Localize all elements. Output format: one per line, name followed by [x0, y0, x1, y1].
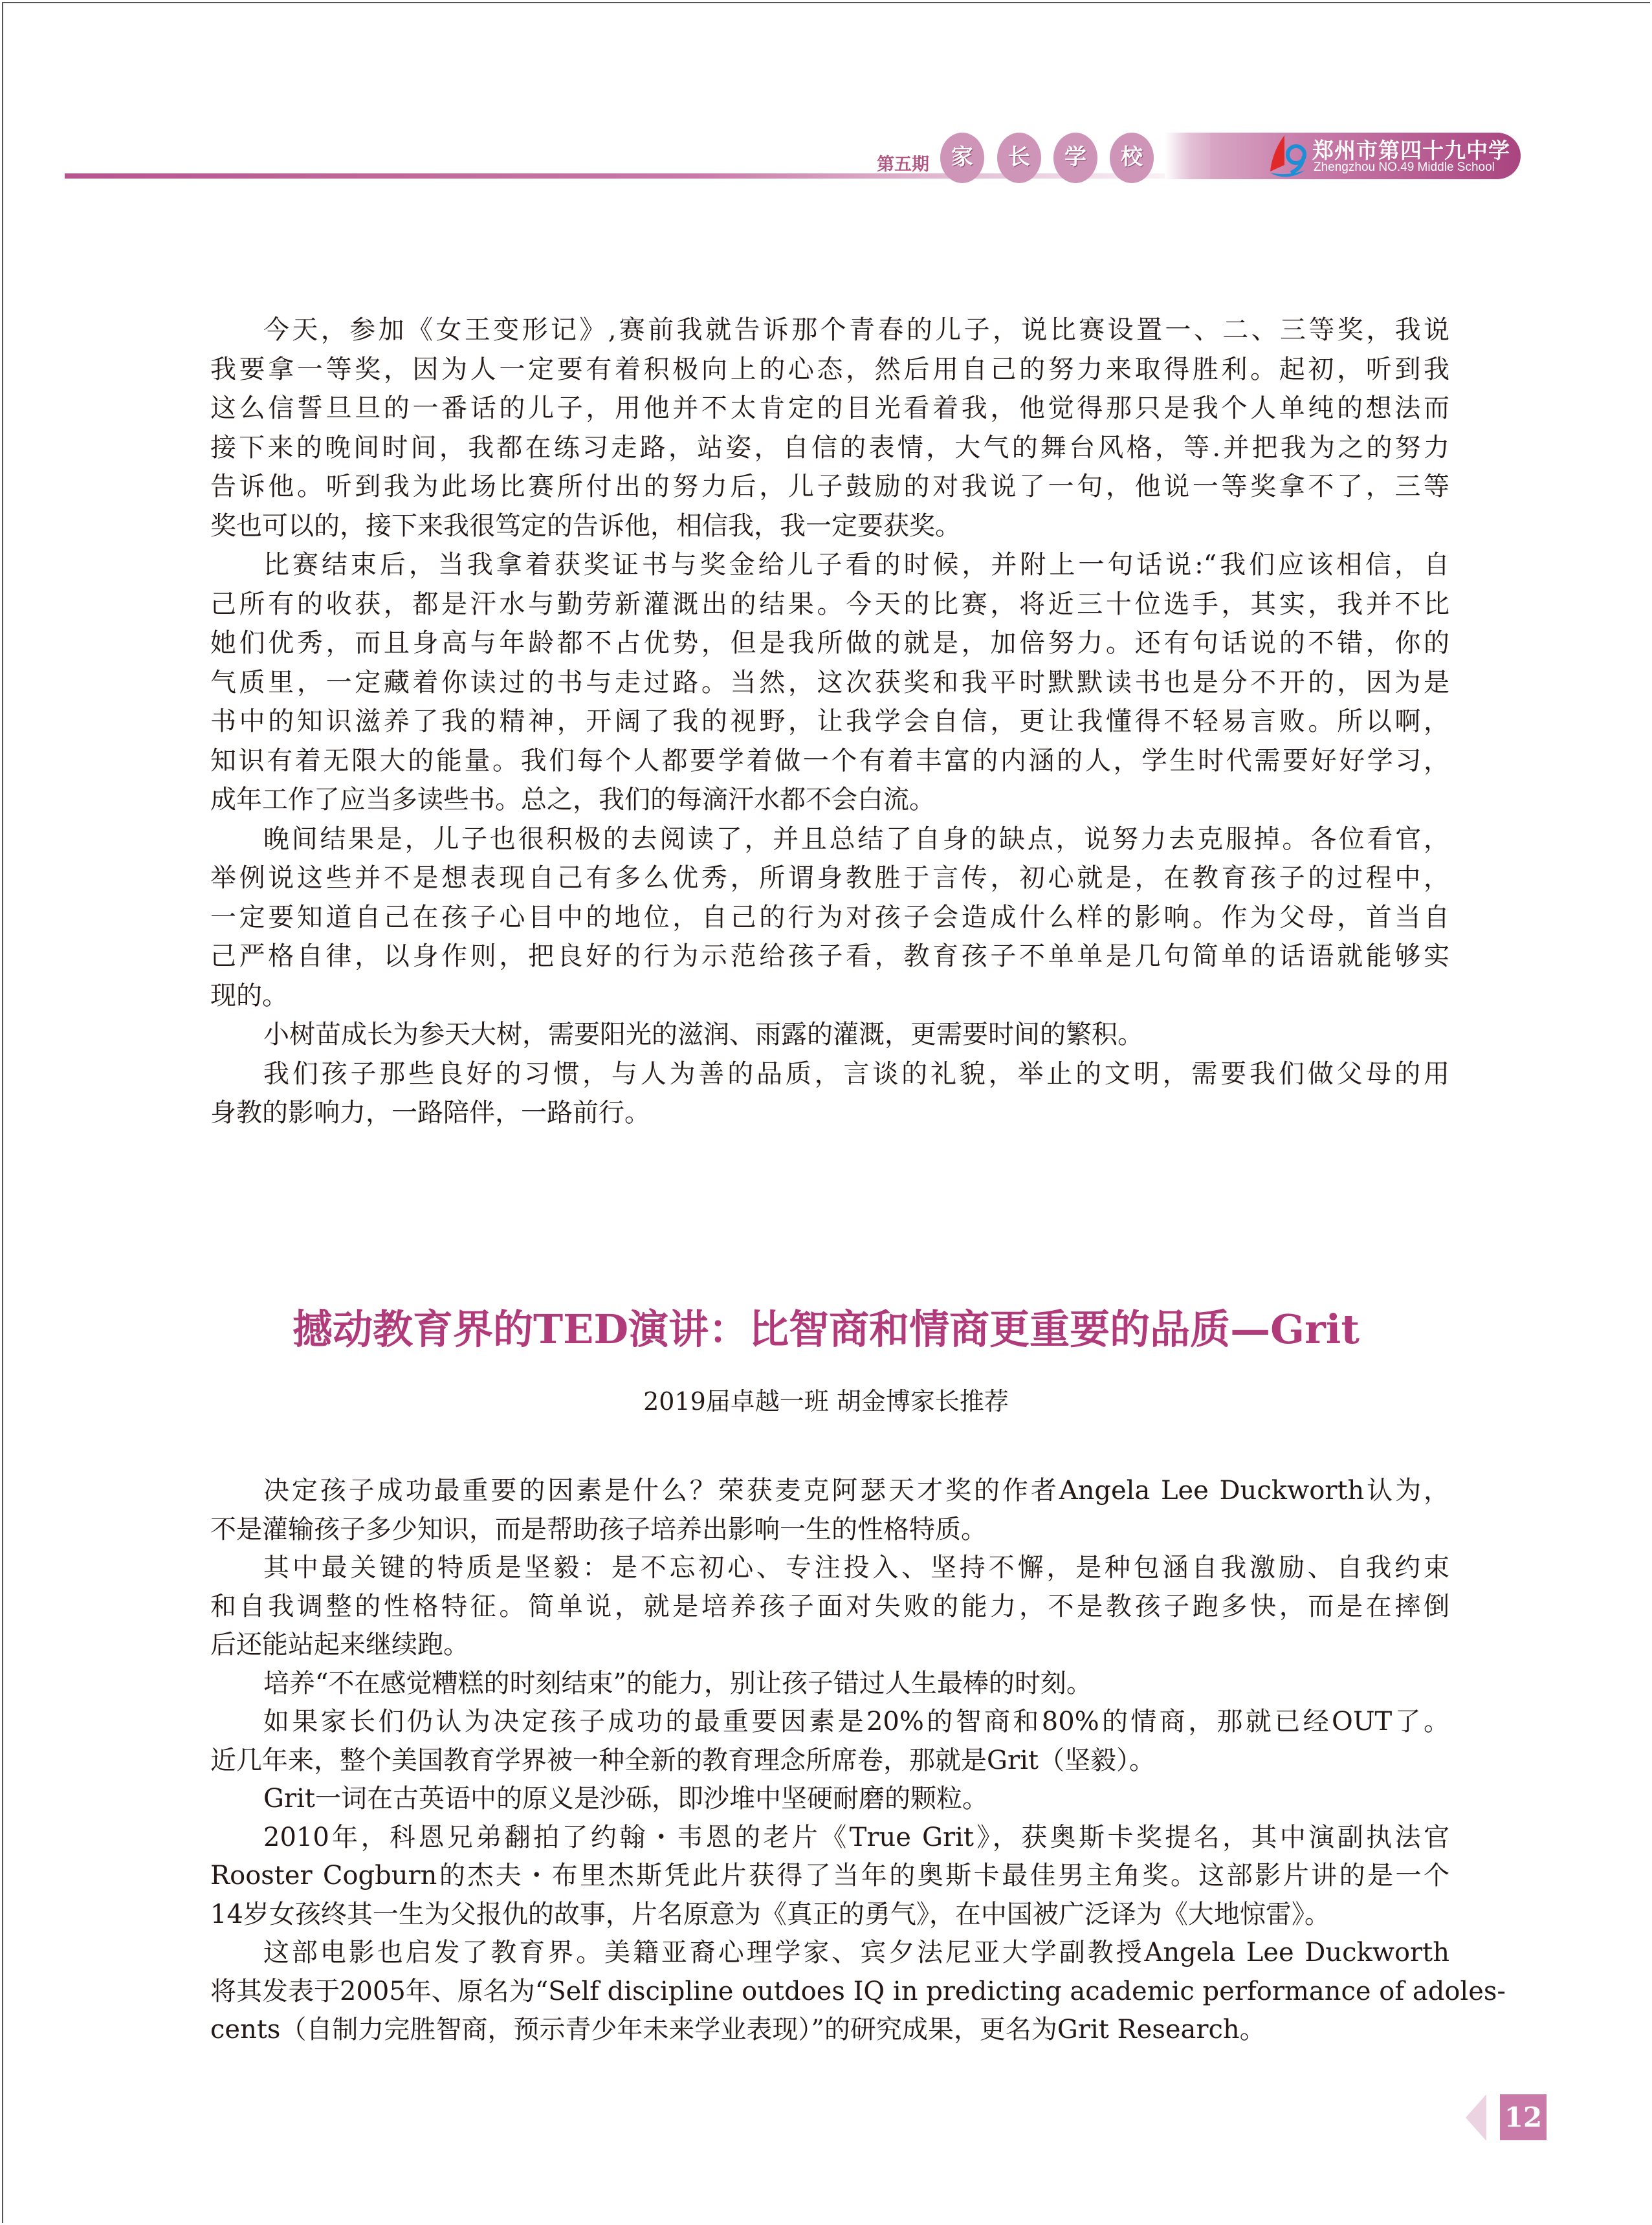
paragraph: [210, 1015, 1449, 1055]
paragraph: [210, 1780, 1449, 1819]
text-line: 其中最关键的特质是坚毅：是不忘初心、专注投入、坚持不懈，是种包涵自我激励、自我约束: [263, 1553, 1449, 1583]
paragraph: [210, 1055, 1449, 1133]
article-body: [210, 1472, 1506, 2050]
text-line: 身教的影响力，一路陪伴，一路前行。: [210, 1098, 650, 1128]
text-line: 如果家长们仍认为决定孩子成功的最重要因素是20%的智商和80%的情商，那就已经OUT了。: [263, 1707, 1449, 1737]
text-line: 决定孩子成功最重要的因素是什么？荣获麦克阿瑟天才奖的作者Angela Lee Duckworth认为，: [263, 1476, 1449, 1506]
text-line: 己严格自律，以身作则，把良好的行为示范给孩子看，教育孩子不单单是几句简单的话语就能够实: [210, 941, 1449, 971]
text-line: 晚间结果是，儿子也很积极的去阅读了，并且总结了自身的缺点，说努力去克服掉。各位看官，: [263, 824, 1449, 854]
issue-label: 第五期: [877, 155, 929, 175]
text-line: 2010年，科恩兄弟翻拍了约翰・韦恩的老片《True Grit》，获奥斯卡奖提名，其中演副执法官: [263, 1822, 1449, 1852]
text-line: 今天，参加《女王变形记》,赛前我就告诉那个青春的儿子，说比赛设置一、二、三等奖，我说: [263, 315, 1449, 345]
text-line: 她们优秀，而且身高与年龄都不占优势，但是我所做的就是，加倍努力。还有句话说的不错，你的: [210, 628, 1449, 658]
paragraph: [210, 1934, 1506, 2050]
text-line: 告诉他。听到我为此场比赛所付出的努力后，儿子鼓励的对我说了一句，他说一等奖拿不了，三等: [210, 472, 1449, 501]
text-line: 我要拿一等奖，因为人一定要有着积极向上的心态，然后用自己的努力来取得胜利。起初，听到我: [210, 354, 1449, 384]
text-line: 培养“不在感觉糟糕的时刻结束”的能力，别让孩子错过人生最棒的时刻。: [263, 1668, 1092, 1698]
text-line: 气质里，一定藏着你读过的书与走过路。当然，这次获奖和我平时默默读书也是分不开的，因为是: [210, 667, 1449, 697]
text-line: 小树苗成长为参天大树，需要阳光的滋润、雨露的灌溉，更需要时间的繁积。: [263, 1020, 1143, 1049]
paragraph: [210, 311, 1449, 545]
text-line: 奖也可以的，接下来我很笃定的告诉他，相信我，我一定要获奖。: [210, 510, 961, 541]
text-line: 成年工作了应当多读些书。总之，我们的每滴汗水都不会白流。: [210, 785, 935, 815]
text-line: 和自我调整的性格特征。简单说，就是培养孩子面对失败的能力，不是教孩子跑多快，而是在摔倒: [210, 1591, 1449, 1621]
text-line: Grit一词在古英语中的原义是沙砾，即沙堆中坚硬耐磨的颗粒。: [263, 1784, 988, 1814]
school-name-en: Zhengzhou NO.49 Middle School: [1314, 160, 1495, 174]
header-rule: [65, 173, 1217, 179]
article-byline: 2019届卓越一班 胡金博家长推荐: [643, 1387, 1009, 1416]
column-char: 家: [940, 133, 984, 183]
text-line: 不是灌输孩子多少知识，而是帮助孩子培养出影响一生的性格特质。: [210, 1514, 987, 1544]
paragraph: [210, 545, 1449, 820]
text-line: Rooster Cogburn的杰夫・布里杰斯凭此片获得了当年的奥斯卡最佳男主角奖。这部影片讲的是一个: [210, 1861, 1449, 1891]
paragraph: [210, 1819, 1449, 1935]
text-line: 近几年来，整个美国教育学界被一种全新的教育理念所席卷，那就是Grit（坚毅）。: [210, 1745, 1155, 1775]
text-line: 我们孩子那些良好的习惯，与人为善的品质，言谈的礼貌，举止的文明，需要我们做父母的用: [263, 1058, 1449, 1089]
text-line: 这部电影也启发了教育界。美籍亚裔心理学家、宾夕法尼亚大学副教授Angela Lee Duckworth: [263, 1938, 1449, 1967]
text-line: 后还能站起来继续跑。: [210, 1630, 469, 1660]
column-char: 学: [1053, 133, 1097, 183]
article-title: 撼动教育界的TED演讲：比智商和情商更重要的品质—Grit: [292, 1306, 1360, 1353]
text-line: 知识有着无限大的能量。我们每个人都要学着做一个有着丰富的内涵的人，学生时代需要好好学习，: [210, 745, 1449, 776]
paragraph: [210, 1665, 1449, 1704]
text-line: 这么信誓旦旦的一番话的儿子，用他并不太肯定的目光看着我，他觉得那只是我个人单纯的想法而: [210, 393, 1449, 423]
column-char: 校: [1110, 133, 1154, 183]
text-line: 将其发表于2005年、原名为“Self discipline outdoes IQ in predicting academic performance of adoles-: [210, 1976, 1506, 2006]
header-band: [1165, 133, 1217, 179]
text-line: 书中的知识滋养了我的精神，开阔了我的视野，让我学会自信，更让我懂得不轻易言败。所以啊，: [210, 707, 1449, 736]
text-line: 接下来的晚间时间，我都在练习走路，站姿，自信的表情，大气的舞台风格，等.并把我为之的努力: [210, 432, 1449, 463]
text-line: 己所有的收获，都是汗水与勤劳新灌溉出的结果。今天的比赛，将近三十位选手，其实，我并不比: [210, 589, 1449, 619]
school-logo-icon: [1265, 133, 1310, 179]
paragraph: [210, 1472, 1449, 1549]
article-continued-body: [210, 311, 1449, 1133]
school-name-cn: 郑州市第四十九中学: [1312, 138, 1510, 163]
paragraph: [210, 1549, 1449, 1665]
page-number-arrow: [1466, 2094, 1486, 2141]
text-line: 现的。: [210, 980, 288, 1011]
paragraph: [210, 820, 1449, 1016]
text-line: 14岁女孩终其一生为父报仇的故事，片名原意为《真正的勇气》，在中国被广泛译为《大地惊雷》。: [210, 1899, 1330, 1929]
paragraph: [210, 1703, 1449, 1780]
text-line: 比赛结束后，当我拿着获奖证书与奖金给儿子看的时候，并附上一句话说:“我们应该相信，自: [263, 550, 1449, 580]
text-line: 一定要知道自己在孩子心目中的地位，自己的行为对孩子会造成什么样的影响。作为父母，首当自: [210, 902, 1449, 932]
text-line: 举例说这些并不是想表现自己有多么优秀，所谓身教胜于言传，初心就是，在教育孩子的过程中，: [210, 863, 1449, 893]
column-char: 长: [997, 133, 1041, 183]
text-line: cents（自制力完胜智商，预示青少年未来学业表现）”的研究成果，更名为Grit Research。: [210, 2015, 1266, 2044]
page-number: 12: [1500, 2094, 1547, 2140]
